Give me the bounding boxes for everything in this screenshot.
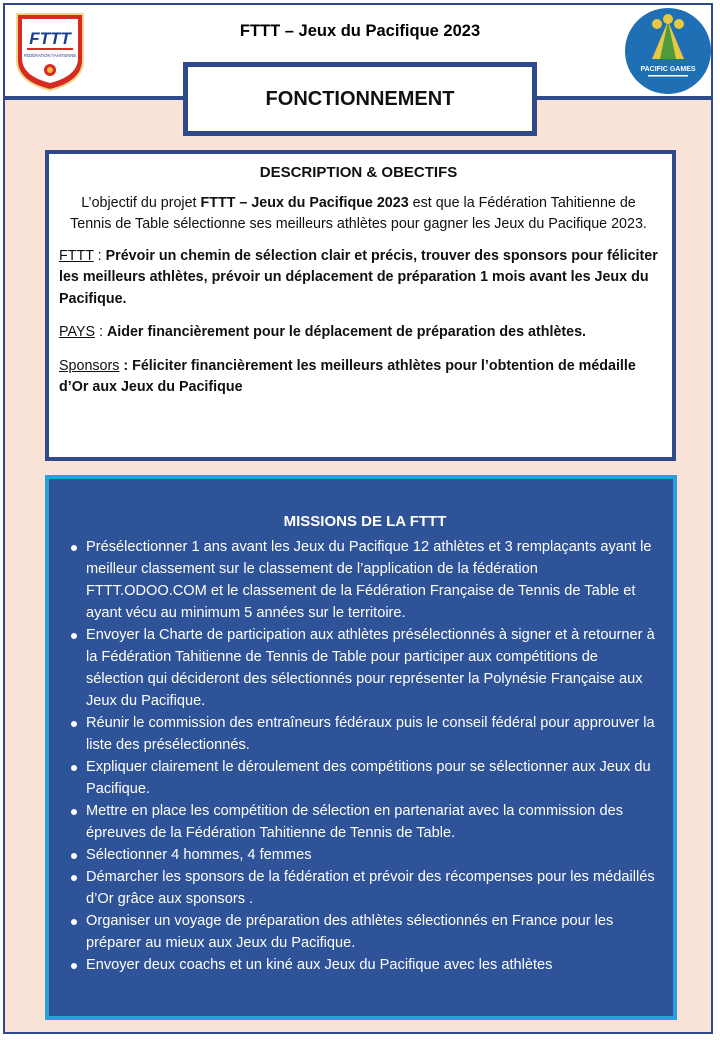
section-title: FONCTIONNEMENT: [188, 67, 532, 131]
mission-item: Présélectionner 1 ans avant les Jeux du Pacifique 12 athlètes et 3 remplaçants ayant le meilleur classement sur le classement de l’application de la fédération FTTT.ODOO.COM et le classement de la Fédération Française de Tennis de Table et ayant vécu au minimum 5 années sur le territoire.: [71, 536, 659, 624]
description-box: [45, 150, 676, 461]
objective-fttt: FTTT : Prévoir un chemin de sélection clair et précis, trouver des sponsors pour féliciter les meilleurs athlètes, prévoir un déplacement de préparation 1 mois avant les Jeux du Pacifique.: [59, 247, 658, 307]
missions-box: [45, 475, 677, 1020]
description-intro: L’objectif du projet FTTT – Jeux du Pacifique 2023 est que la Fédération Tahitienne de Tennis de Table sélectionne ses meilleurs athlètes pour gagner les Jeux du Pacifique 2023.: [70, 194, 647, 232]
mission-item: Organiser un voyage de préparation des athlètes sélectionnés en France pour les préparer au mieux aux Jeux du Pacifique.: [71, 910, 659, 954]
mission-item: Démarcher les sponsors de la fédération et prévoir des récompenses pour les médaillés d’Or grâce aux sponsors .: [71, 866, 659, 910]
mission-item: Envoyer deux coachs et un kiné aux Jeux du Pacifique avec les athlètes: [71, 954, 659, 976]
mission-item: Expliquer clairement le déroulement des compétitions pour se sélectionner aux Jeux du Pacifique.: [71, 756, 659, 800]
pacific-games-logo-text: PACIFIC GAMES: [640, 66, 696, 73]
mission-item: Envoyer la Charte de participation aux athlètes présélectionnés à signer et à retourner à la Fédération Tahitienne de Tennis de Table pour participer aux compétitions de sélection qui décideront des sélectionnés pour représenter la Polynésie Française aux Jeux du Pacifique.: [71, 624, 659, 712]
missions-title: MISSIONS DE LA FTTT: [283, 513, 447, 530]
section-title-box: [183, 62, 537, 136]
description-title: DESCRIPTION & OBECTIFS: [259, 164, 458, 181]
missions-list: [71, 536, 659, 976]
mission-item: Mettre en place les compétition de sélection en partenariat avec la commission des épreuves de la Fédération Tahitienne de Tennis de Table.: [71, 800, 659, 844]
mission-item: Réunir le commission des entraîneurs fédéraux puis le conseil fédéral pour approuver la liste des présélectionnés.: [71, 712, 659, 756]
objective-sponsors: Sponsors : Féliciter financièrement les meilleurs athlètes pour l’obtention de médaille d’Or aux Jeux du Pacifique: [59, 357, 636, 395]
fttt-logo-text: FÉDÉRATION TAHITIENNE: [23, 53, 77, 58]
objective-pays: PAYS : Aider financièrement pour le déplacement de préparation des athlètes.: [59, 324, 587, 340]
mission-item: Sélectionner 4 hommes, 4 femmes: [71, 844, 659, 866]
svg-text:FTTT: FTTT: [29, 29, 71, 48]
pacific-games-logo: [624, 7, 712, 95]
page-header-title: FTTT – Jeux du Pacifique 2023: [239, 22, 481, 40]
